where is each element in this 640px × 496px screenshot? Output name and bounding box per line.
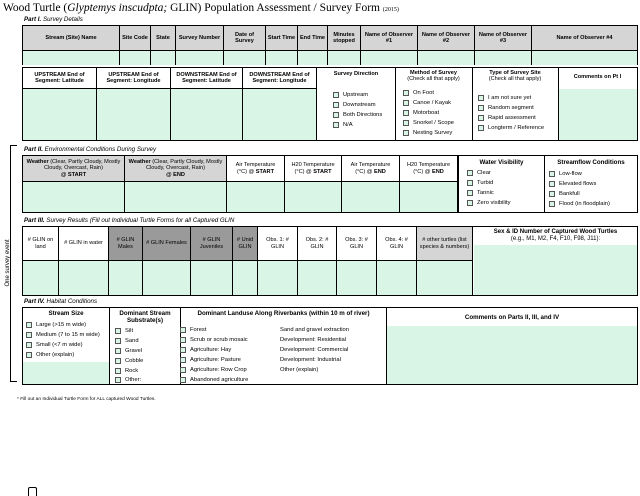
col-glin-land: # GLIN on land	[23, 227, 59, 260]
opt-abandoned-ag[interactable]: Abandoned agriculture	[180, 377, 248, 383]
opt-rapid[interactable]: Rapid assessment	[478, 115, 536, 121]
opt-na[interactable]: N/A	[333, 122, 353, 128]
input-h2o-temp-end[interactable]	[400, 182, 458, 212]
opt-ag-rowcrop[interactable]: Agriculture: Row Crop	[180, 367, 247, 373]
input-observer4[interactable]	[532, 51, 637, 65]
input-observer3[interactable]	[475, 51, 532, 65]
opt-scrub[interactable]: Scrub or scrub mosaic	[180, 337, 248, 343]
sexid-title: Sex & ID Number of Captured Wood Turtles (e.g., M1, M2, F4, F10, F98, J11):	[493, 229, 618, 242]
input-date[interactable]	[224, 51, 266, 65]
input-obs2[interactable]	[298, 261, 337, 295]
input-other-turtles[interactable]	[417, 261, 473, 295]
input-obs1[interactable]	[258, 261, 298, 295]
col-obs1: Obs. 1: # GLIN	[258, 227, 298, 260]
footnote: * Fill out an Individual Turtle Form for ALL captured Wood Turtles.	[17, 397, 156, 402]
opt-clear[interactable]: Clear	[467, 170, 491, 176]
input-air-temp-start[interactable]	[227, 182, 285, 212]
comments-pt234-title: Comments on Parts II, III, and IV	[464, 314, 560, 321]
col-survey-number: Survey Number	[176, 26, 224, 50]
col-weather-start: Weather (Clear, Partly Cloudy, Mostly Cloudy, Overcast, Rain) @ START	[23, 156, 125, 181]
opt-nesting[interactable]: Nesting Survey	[403, 130, 452, 136]
input-obs3[interactable]	[337, 261, 377, 295]
opt-turbid[interactable]: Turbid	[467, 180, 493, 186]
opt-silt[interactable]: Silt	[115, 328, 133, 334]
opt-on-foot[interactable]: On Foot	[403, 90, 434, 96]
col-h2o-temp-start: H20 Temperature (°C) @ START	[285, 156, 342, 181]
opt-snorkel[interactable]: Snorkel / Scope	[403, 120, 454, 126]
opt-downstream[interactable]: Downstream	[333, 102, 376, 108]
landuse-sand-gravel: Sand and gravel extraction	[280, 327, 349, 333]
streamflow-title: Streamflow Conditions	[557, 159, 625, 166]
input-weather-end[interactable]	[125, 182, 227, 212]
col-glin-females: # GLIN Females	[143, 227, 191, 260]
col-other-turtles: # other turtles (list species & numbers)	[417, 227, 473, 260]
col-observer3: Name of Observer #3	[475, 26, 532, 50]
input-weather-start[interactable]	[23, 182, 125, 212]
col-start-time: Start Time	[266, 26, 298, 50]
input-glin-males[interactable]	[109, 261, 143, 295]
part3-box	[22, 226, 638, 296]
comments-pt1-title: Comments on Pt I	[573, 74, 622, 80]
col-state: State	[151, 26, 176, 50]
opt-flood[interactable]: Flood (in floodplain)	[549, 201, 610, 207]
input-glin-juveniles[interactable]	[191, 261, 233, 295]
opt-rock[interactable]: Rock	[115, 368, 138, 374]
opt-ag-pasture[interactable]: Agriculture: Pasture	[180, 357, 241, 363]
col-down-lon: DOWNSTREAM End of Segment: Longitude	[243, 68, 317, 88]
opt-medium[interactable]: Medium (7 to 15 m wide)	[26, 332, 100, 338]
landuse-other: Other (explain)	[280, 367, 319, 373]
col-h2o-temp-end: H20 Temperature (°C) @ END	[400, 156, 458, 181]
opt-not-sure[interactable]: I am not sure yet	[478, 95, 531, 101]
opt-random[interactable]: Random segment	[478, 105, 534, 111]
opt-forest[interactable]: Forest	[180, 327, 206, 333]
opt-both-directions[interactable]: Both Directions	[333, 112, 382, 118]
substrate-title: Dominant Stream Substrate(s)	[119, 310, 171, 325]
part1-row2	[22, 67, 638, 141]
input-start-time[interactable]	[266, 51, 298, 65]
input-obs4[interactable]	[377, 261, 417, 295]
col-glin-water: # GLIN in water	[59, 227, 109, 260]
side-label: One survey event	[5, 239, 11, 287]
opt-tannic[interactable]: Tannic	[467, 190, 494, 196]
opt-large[interactable]: Large (>15 m wide)	[26, 322, 86, 328]
input-minutes[interactable]	[328, 51, 361, 65]
input-down-lat[interactable]	[171, 89, 243, 140]
opt-ag-hay[interactable]: Agriculture: Hay	[180, 347, 231, 353]
input-glin-females[interactable]	[143, 261, 191, 295]
input-h2o-temp-start[interactable]	[285, 182, 342, 212]
col-up-lat: UPSTREAM End of Segment: Latitude	[23, 68, 97, 88]
opt-elevated[interactable]: Elevated flows	[549, 181, 596, 187]
col-site-code: Site Code	[120, 26, 151, 50]
opt-small[interactable]: Small (<7 m wide)	[26, 342, 83, 348]
col-stream-name: Stream (Site) Name	[23, 26, 120, 50]
method-title: Method of Survey (Check all that apply)	[407, 70, 460, 83]
input-state[interactable]	[151, 51, 176, 65]
stream-size-title: Stream Size	[48, 310, 84, 317]
part2-box	[22, 155, 638, 213]
col-observer1: Name of Observer #1	[361, 26, 418, 50]
col-obs3: Obs. 3: # GLIN	[337, 227, 377, 260]
opt-zero-visibility[interactable]: Zero visibility	[467, 200, 511, 206]
input-up-lon[interactable]	[97, 89, 171, 140]
landuse-commercial: Development: Commercial	[280, 347, 349, 353]
input-down-lon[interactable]	[243, 89, 317, 140]
input-unid-glin[interactable]	[233, 261, 258, 295]
opt-sand[interactable]: Sand	[115, 338, 139, 344]
col-minutes: Minutes stopped	[328, 26, 361, 50]
input-site-code[interactable]	[120, 51, 151, 65]
input-size-explain[interactable]	[23, 362, 109, 384]
col-end-time: End Time	[298, 26, 328, 50]
col-unid-glin: # Unid GLIN	[233, 227, 258, 260]
col-observer4: Name of Observer #4	[532, 26, 637, 50]
part1-row1	[22, 25, 638, 65]
input-survey-number[interactable]	[176, 51, 224, 65]
opt-upstream[interactable]: Upstream	[333, 92, 368, 98]
landuse-residential: Development: Residential	[280, 337, 347, 343]
opt-motorboat[interactable]: Motorboat	[403, 110, 439, 116]
part4-box	[22, 307, 638, 385]
opt-bankfull[interactable]: Bankfull	[549, 191, 580, 197]
part4-heading: Part IV. Habitat Conditions	[24, 298, 98, 305]
input-air-temp-end[interactable]	[342, 182, 400, 212]
part1-heading: Part I. Survey Details	[24, 16, 83, 23]
col-obs4: Obs. 4: # GLIN	[377, 227, 417, 260]
landuse-industrial: Development: Industrial	[280, 357, 341, 363]
col-obs2: Obs. 2: # GLIN	[298, 227, 337, 260]
input-sexid[interactable]	[474, 245, 637, 295]
survey-event-bracket	[10, 145, 17, 382]
opt-gravel[interactable]: Gravel	[115, 348, 142, 354]
opt-canoe[interactable]: Canoe / Kayak	[403, 100, 451, 106]
opt-low-flow[interactable]: Low-flow	[549, 171, 582, 177]
input-observer2[interactable]	[418, 51, 475, 65]
input-observer1[interactable]	[361, 51, 418, 65]
opt-size-other[interactable]: Other (explain)	[26, 352, 74, 358]
input-glin-water[interactable]	[59, 261, 109, 295]
form-title: Wood Turtle (Glyptemys inscudpta; GLIN) Population Assessment / Survey Form (2015)	[3, 2, 399, 14]
input-up-lat[interactable]	[23, 89, 97, 140]
opt-longterm[interactable]: Longterm / Reference	[478, 125, 544, 131]
input-end-time[interactable]	[298, 51, 328, 65]
sitetype-title: Type of Survey Site (Check all that apply)	[488, 70, 542, 83]
part2-heading: Part II. Environmental Conditions During Survey	[24, 146, 157, 153]
landuse-title: Dominant Landuse Along Riverbanks (within 10 m of river)	[197, 310, 370, 317]
col-air-temp-end: Air Temperature (°C) @ END	[342, 156, 400, 181]
col-down-lat: DOWNSTREAM End of Segment: Latitude	[171, 68, 243, 88]
col-glin-males: # GLIN Males	[109, 227, 143, 260]
opt-substrate-other[interactable]: Other:	[115, 377, 141, 383]
input-comments-pt1[interactable]	[559, 89, 637, 140]
visibility-title: Water Visibility	[479, 159, 524, 166]
opt-cobble[interactable]: Cobble	[115, 358, 143, 364]
col-weather-end: Weather (Clear, Partly Cloudy, Mostly Cloudy, Overcast, Rain) @ END	[125, 156, 227, 181]
col-glin-juveniles: # GLIN Juveniles	[191, 227, 233, 260]
input-glin-land[interactable]	[23, 261, 59, 295]
direction-title: Survey Direction	[333, 71, 379, 77]
input-comments-pt234[interactable]	[387, 326, 637, 384]
part3-heading: Part III. Survey Results (Fill out Individual Turtle Forms for all Captured GLIN	[24, 217, 235, 224]
col-observer2: Name of Observer #2	[418, 26, 475, 50]
col-date: Date of Survey	[224, 26, 266, 50]
input-stream-name[interactable]	[23, 51, 120, 65]
col-up-lon: UPSTREAM End of Segment: Longitude	[97, 68, 171, 88]
col-air-temp-start: Air Temperature (°C) @ START	[227, 156, 285, 181]
